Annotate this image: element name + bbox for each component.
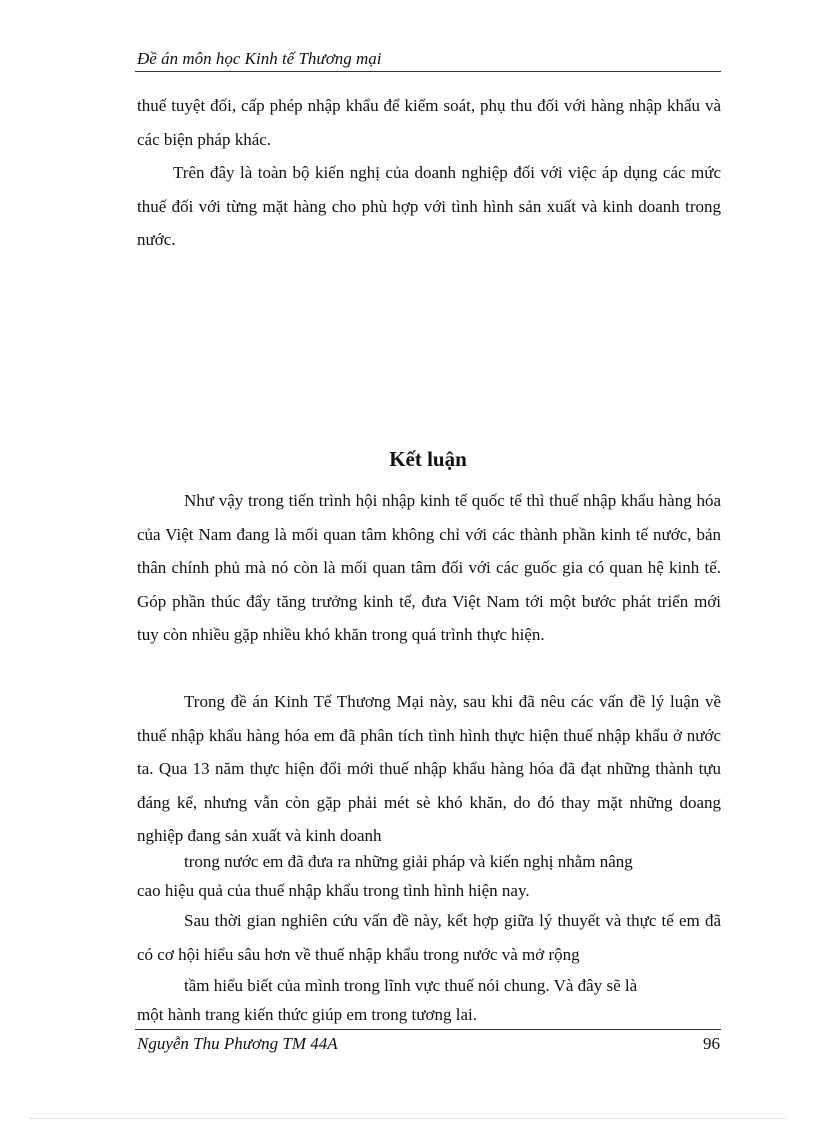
page-number: 96 [703,1034,720,1053]
paragraph-import-measures: thuế tuyệt đối, cấp phép nhập khẩu để kiểm soát, phụ thu đối với hàng nhập khẩu và các biện pháp khác. [137,96,721,149]
conclusion-heading: Kết luận [389,447,467,471]
conclusion-paragraph-2-line: trong nước em đã đưa ra những giải pháp và kiến nghị nhằm nâng [184,852,633,871]
conclusion-paragraph-2-line: cao hiệu quả của thuế nhập khẩu trong tình hình hiện nay. [137,881,530,900]
paragraph-business-recommendations: Trên đây là toàn bộ kiến nghị của doanh nghiệp đối với việc áp dụng các mức thuế đối với từng mặt hàng cho phù hợp với tình hình sản xuất và kinh doanh trong nước. [137,163,721,249]
header-rule [135,71,721,72]
page-header-title: Đề án môn học Kinh tế Thương mại [137,49,382,68]
conclusion-paragraph-2: Trong đề án Kinh Tế Thương Mại này, sau khi đã nêu các vấn đề lý luận về thuế nhập khẩu hàng hóa em đã phân tích tình hình thực hiện thuế nhập khẩu ở nước ta. Qua 13 năm thực hiện đổi mới thuế nhập khẩu hàng hóa đã đạt những thành tựu đáng kể, nhưng vẫn còn gặp phải mét sè khó khăn, do đó thay mặt những doang nghiệp đang sản xuất và kinh doanh [137,692,721,845]
conclusion-paragraph-1: Như vậy trong tiến trình hội nhập kinh tế quốc tế thì thuế nhập khẩu hàng hóa của Việt Nam đang là mối quan tâm không chỉ với các thành phần kinh tế nước, bản thân chính phủ mà nó còn là mối quan tâm đối với các guốc gia có quan hệ kinh tế. Góp phần thúc đẩy tăng trưởng kinh tế, đưa Việt Nam tới một bước phát triển mới tuy còn nhiều gặp nhiều khó khăn trong quá trình thực hiện. [137,491,721,644]
conclusion-paragraph-3: Sau thời gian nghiên cứu vấn đề này, kết hợp giữa lý thuyết và thực tế em đã có cơ hội hiểu sâu hơn về thuế nhập khẩu trong nước và mở rộng [137,911,721,964]
conclusion-paragraph-3-line: một hành trang kiến thức giúp em trong tương lai. [137,1005,477,1024]
footer-author: Nguyễn Thu Phương TM 44A [137,1034,338,1053]
page-bottom-border [30,1118,786,1119]
conclusion-paragraph-3-line: tầm hiểu biết của mình trong lĩnh vực thuế nói chung. Và đây sẽ là [184,976,638,995]
footer-rule [135,1029,721,1030]
